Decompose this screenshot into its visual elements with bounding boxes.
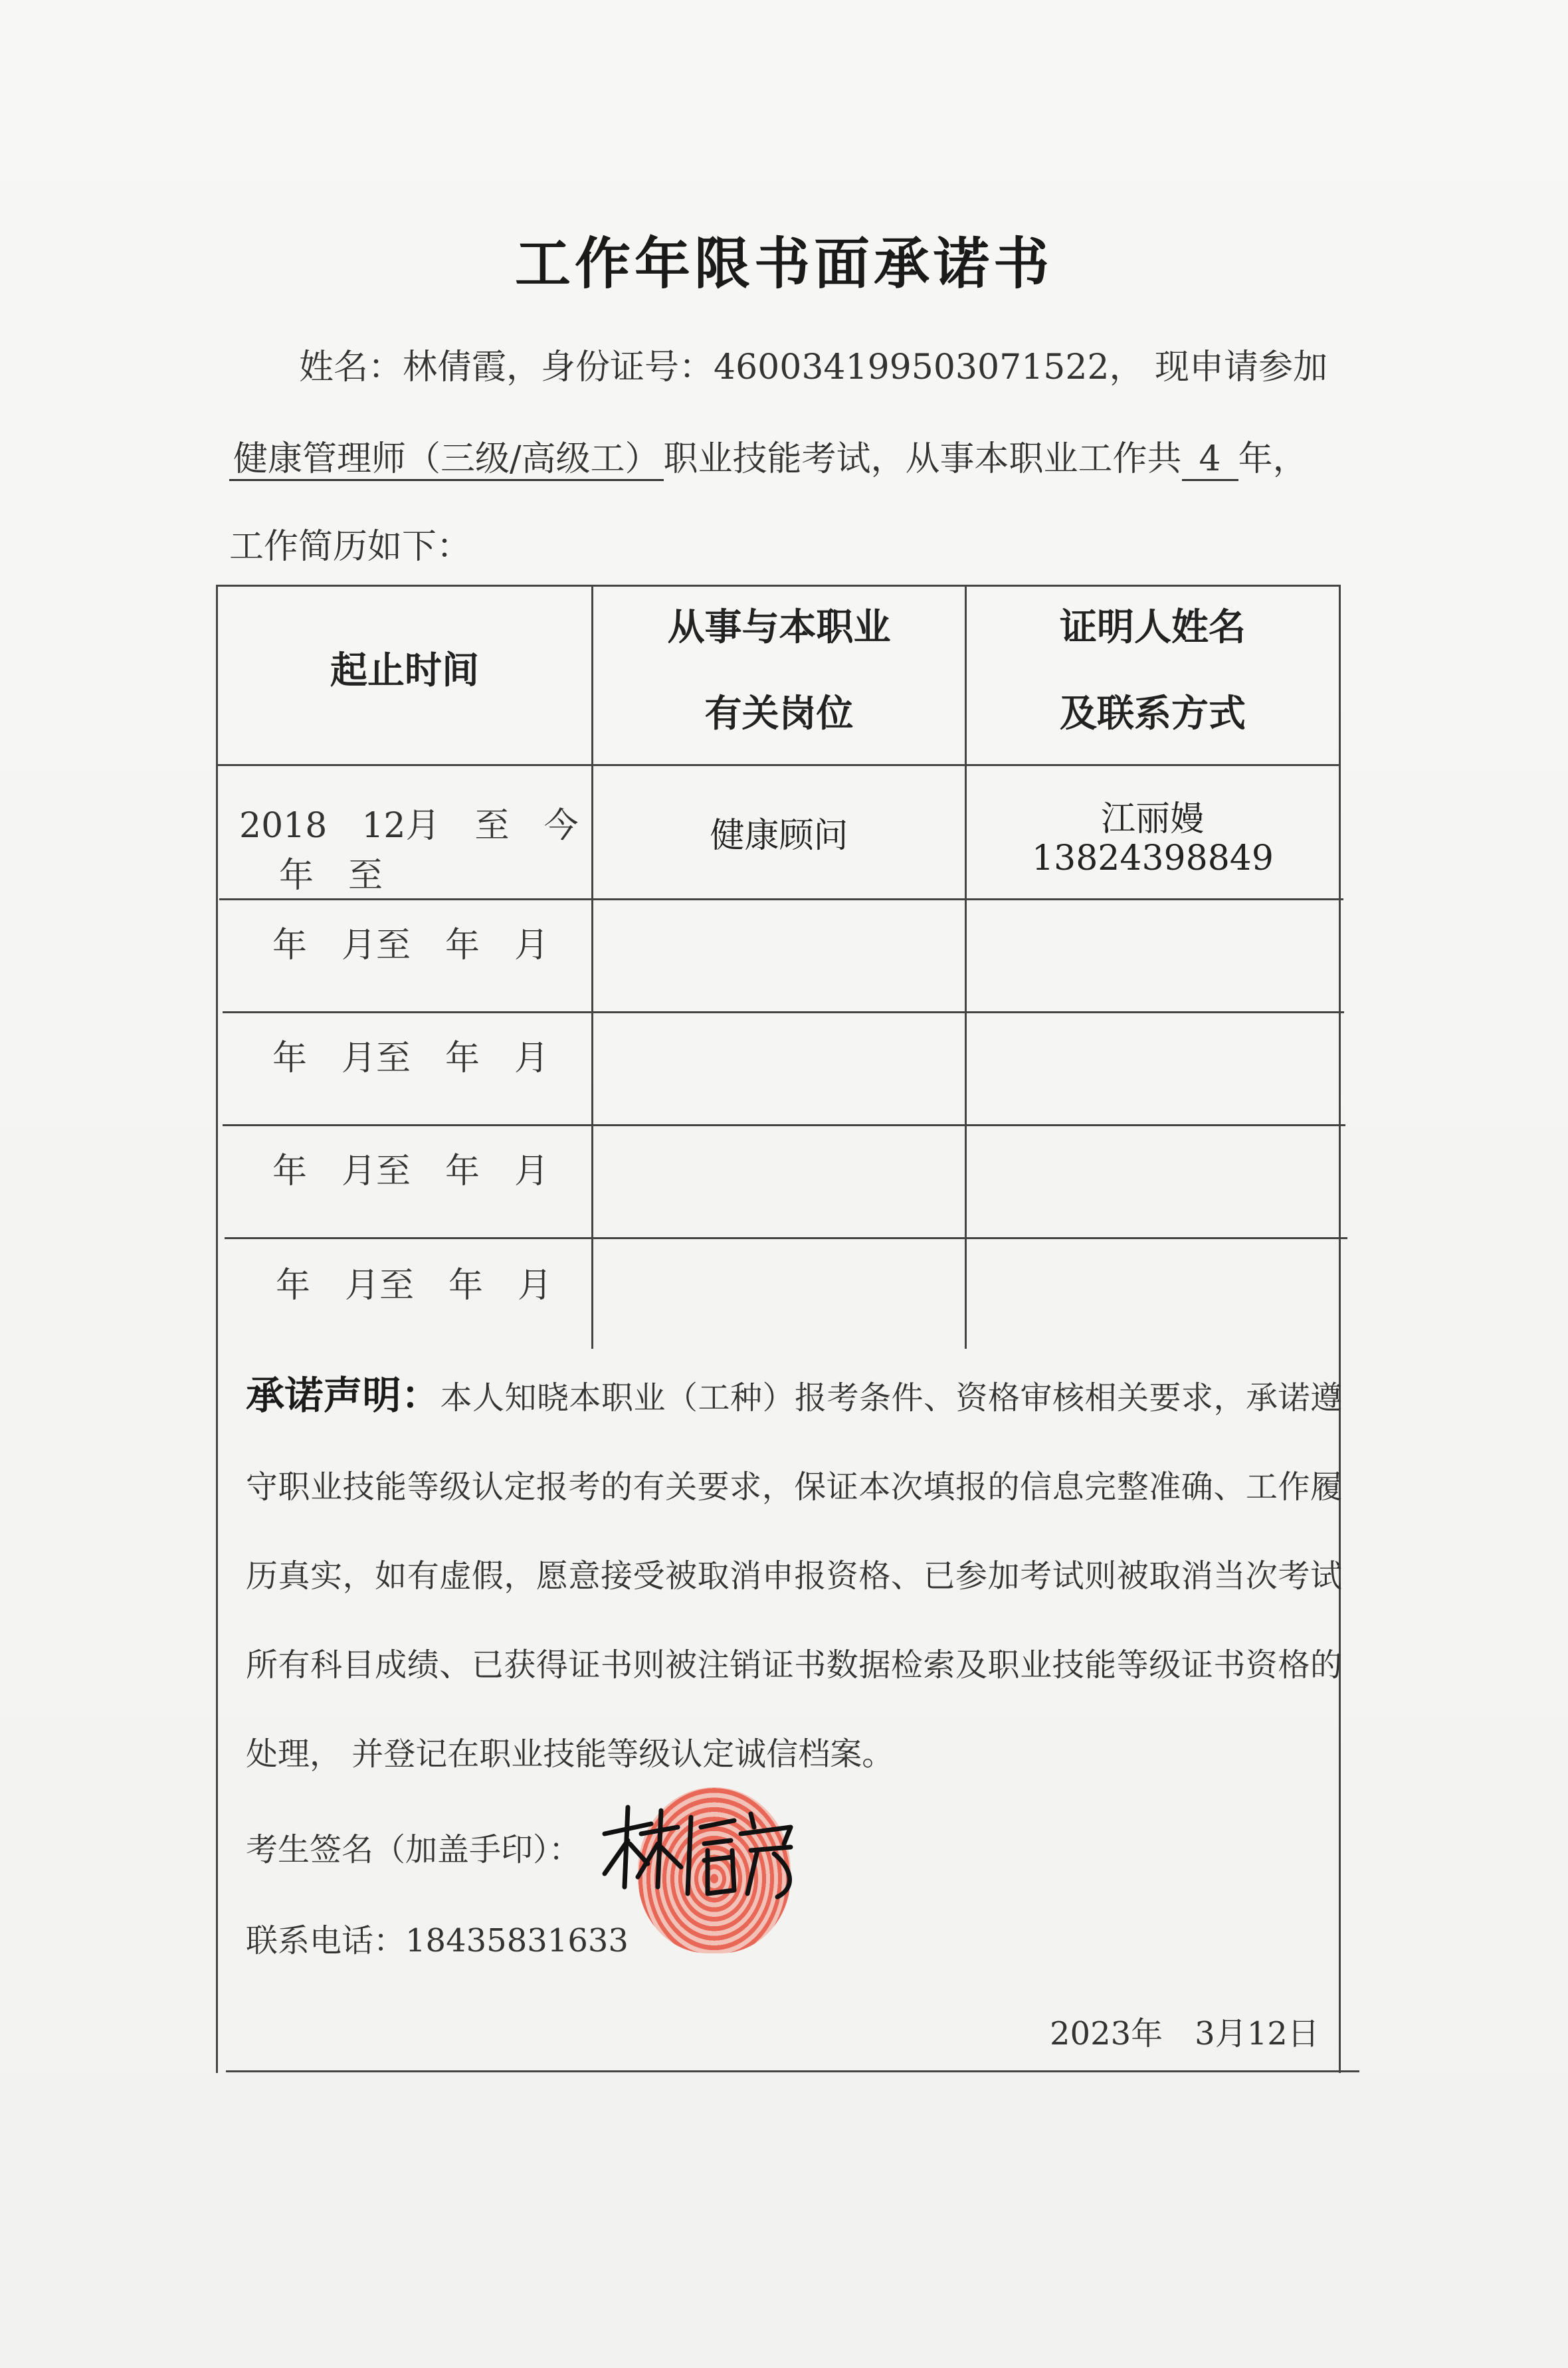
header-position-line1: 从事与本职业 [667,606,891,649]
row1-position: 健康顾问 [710,816,848,856]
table-rule [219,898,1343,900]
occupation-line [229,431,1308,480]
table-rule [226,2070,1359,2072]
row1-period-top: 2018 12月 至 今 [239,806,579,846]
resume-intro: 工作简历如下： [229,527,472,567]
table-rule [223,1011,1344,1013]
table-rule [1339,585,1341,2073]
signature-label: 考生签名（加盖手印）： [246,1831,581,1868]
table-rule [225,1237,1347,1239]
contact-phone: 联系电话：18435831633 [246,1922,629,1959]
table-rule [223,1124,1345,1126]
blank-row-period: 年 月至 年 月 [276,1266,553,1306]
header-period: 起止时间 [330,649,479,692]
applicant-line: 姓名：林倩霞，身份证号：460034199503071522， 现申请参加 [299,347,1328,387]
row1-period-bottom: 年 至 [279,856,383,896]
row1-witness-name: 江丽嫚 [1100,799,1205,839]
occupation-name: 健康管理师（三级/高级工） [229,439,664,481]
row1-witness-phone: 13824398849 [1032,839,1274,878]
header-witness-line1: 证明人姓名 [1060,606,1246,649]
declaration-lead: 承诺声明： [246,1373,441,1418]
signing-date: 2023年 3月12日 [1050,2015,1320,2052]
header-witness-line2: 及联系方式 [1060,692,1246,736]
years-suffix: 年， [1238,439,1308,479]
table-rule [216,585,218,2073]
occupation-mid-text: 职业技能考试，从事本职业工作共 [663,439,1182,479]
blank-row-period: 年 月至 年 月 [272,1151,549,1191]
declaration-text: 本人知晓本职业（工种）报考条件、资格审核相关要求，承诺遵守职业技能等级认定报考的有关要求，保证本次填报的信息完整准确、工作履历真实，如有虚假，愿意接受被取消申报资格、已参加考试则被取消当次考试所有科目成绩、已获得证书则被注销证书数据检索及职业技能等级证书资格的处理， 并登记在职业技能等级认定诚信档案。 [246,1379,1342,1773]
blank-row-period: 年 月至 年 月 [272,1038,549,1078]
years-value: 4 [1182,439,1238,481]
document-title: 工作年限书面承诺书 [514,231,1053,296]
handwritten-signature [591,1787,804,1907]
header-position-line2: 有关岗位 [704,692,854,736]
declaration-paragraph [246,1351,1342,1799]
blank-row-period: 年 月至 年 月 [272,926,549,965]
table-rule [216,764,1340,766]
